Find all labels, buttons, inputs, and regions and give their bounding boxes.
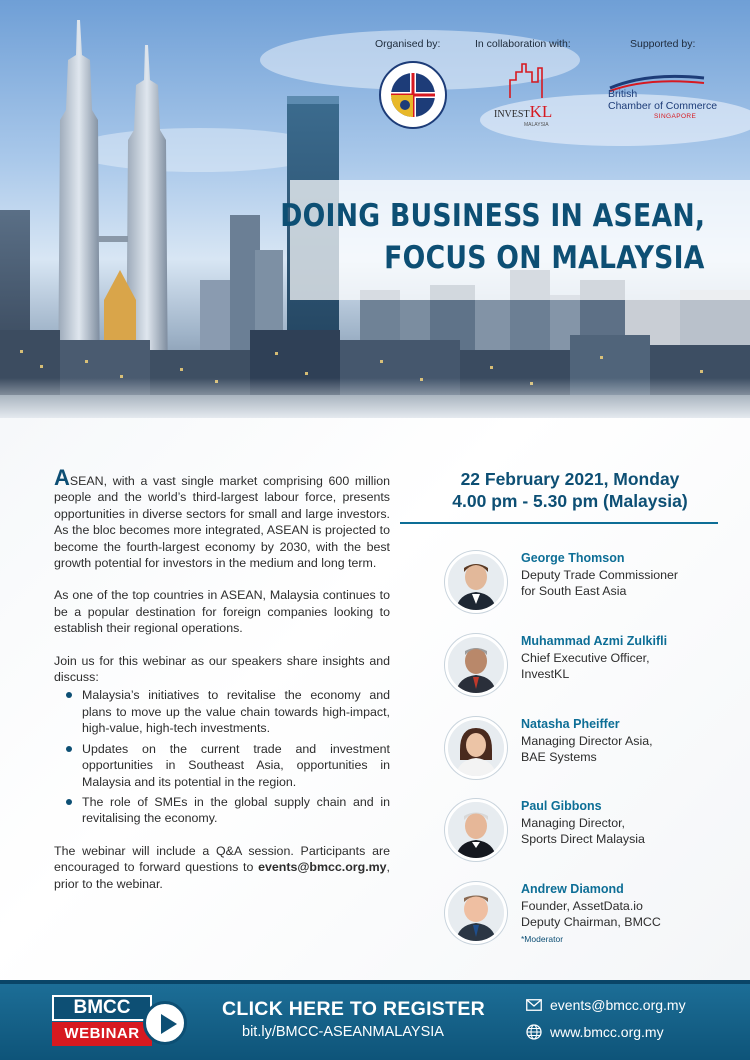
page-title-line1: DOING BUSINESS IN ASEAN, bbox=[279, 198, 705, 234]
speaker-role: Managing Director, Sports Direct Malaysia bbox=[521, 816, 645, 846]
website-link[interactable]: www.bmcc.org.my bbox=[550, 1024, 664, 1041]
play-icon[interactable] bbox=[143, 1001, 187, 1045]
webinar-badge: WEBINAR bbox=[52, 1022, 152, 1046]
investkl-logo bbox=[492, 60, 562, 130]
speaker-photo bbox=[445, 717, 507, 779]
speaker-photo bbox=[445, 882, 507, 944]
bullet-icon bbox=[66, 746, 72, 752]
register-button[interactable]: CLICK HERE TO REGISTER bbox=[222, 998, 486, 1020]
discussion-topics-list bbox=[64, 687, 390, 826]
speaker-card bbox=[445, 882, 735, 948]
list-item: The role of SMEs in the global supply chain and in revitalising the economy. bbox=[64, 794, 390, 827]
questions-email-link[interactable]: events@bmcc.org.my bbox=[258, 860, 387, 875]
speaker-name: Paul Gibbons bbox=[521, 799, 602, 813]
event-description bbox=[54, 465, 390, 908]
list-item: Updates on the current trade and investment opportunities in Southeast Asia, opportunities in Malaysia and its potential in the region. bbox=[64, 741, 390, 790]
event-time: 4.00 pm - 5.30 pm (Malaysia) bbox=[452, 491, 688, 511]
britcham-line2: Chamber of Commerce bbox=[608, 100, 718, 112]
speaker-card bbox=[445, 634, 735, 700]
divider bbox=[400, 522, 718, 524]
page-title-line2: FOCUS ON MALAYSIA bbox=[384, 240, 705, 276]
speaker-photo bbox=[445, 634, 507, 696]
organised-by-label: Organised by: bbox=[375, 38, 441, 50]
speaker-role: Founder, AssetData.io Deputy Chairman, BMCC bbox=[521, 899, 661, 929]
footer-bar bbox=[0, 980, 750, 1060]
speaker-card bbox=[445, 551, 735, 617]
supported-by-label: Supported by: bbox=[630, 38, 696, 50]
britcham-line1: British bbox=[608, 88, 638, 100]
malaysia-paragraph: As one of the top countries in ASEAN, Malaysia continues to be a popular destination for foreign companies looking to establish their regional operations. bbox=[54, 588, 390, 636]
list-item: Malaysia’s initiatives to revitalise the economy and plans to move up the value chain towards high-impact, high-value, high-tech investments. bbox=[64, 687, 390, 736]
contact-email-link[interactable]: events@bmcc.org.my bbox=[550, 997, 686, 1013]
dropcap-letter: A bbox=[54, 465, 70, 490]
mail-icon bbox=[526, 998, 542, 1014]
collaboration-label: In collaboration with: bbox=[475, 38, 571, 50]
speaker-role: Managing Director Asia, BAE Systems bbox=[521, 734, 653, 764]
bmcc-badge: BMCC bbox=[52, 995, 152, 1021]
bullet-icon bbox=[66, 692, 72, 698]
investkl-main: KL bbox=[529, 102, 553, 121]
hero-fade bbox=[0, 378, 750, 418]
intro-paragraph bbox=[54, 465, 390, 571]
investkl-prefix: INVEST bbox=[494, 109, 530, 120]
speaker-role: Deputy Trade Commissioner for South East Asia bbox=[521, 568, 679, 598]
speaker-name: Muhammad Azmi Zulkifli bbox=[521, 634, 668, 648]
event-date: 22 February 2021, Monday bbox=[460, 469, 680, 489]
main-content bbox=[0, 418, 750, 980]
contact-email-row bbox=[526, 997, 686, 1014]
speaker-card bbox=[445, 717, 735, 783]
intro-paragraph-text: SEAN, with a vast single market comprising 600 million people and the world’s third-largest labour force, presents opportunities in diverse sectors for small and large investors. As the bloc becomes more integrated, ASEAN is projected to become the fourth-largest economy by 2030, with the best growth potential for investors in the medium and long term. bbox=[54, 474, 390, 571]
contact-website-row bbox=[526, 1024, 664, 1043]
speaker-card bbox=[445, 799, 735, 865]
event-sidebar bbox=[420, 468, 720, 524]
investkl-sub: MALAYSIA bbox=[524, 122, 549, 128]
britcham-logo bbox=[608, 74, 718, 134]
speaker-name: Andrew Diamond bbox=[521, 882, 624, 896]
bullet-icon bbox=[66, 799, 72, 805]
speaker-photo bbox=[445, 551, 507, 613]
moderator-tag: *Moderator bbox=[521, 934, 564, 944]
speaker-photo bbox=[445, 799, 507, 861]
speaker-name: George Thomson bbox=[521, 551, 625, 565]
britcham-line3: SINGAPORE bbox=[654, 113, 697, 120]
join-paragraph: Join us for this webinar as our speakers share insights and discuss: bbox=[54, 653, 390, 685]
speaker-role: Chief Executive Officer, InvestKL bbox=[521, 651, 650, 681]
hero-banner bbox=[0, 0, 750, 418]
qa-paragraph: The webinar will include a Q&A session. Participants are encouraged to forward questions to events@bmcc.org.my, prior to the webinar. bbox=[54, 843, 390, 891]
title-banner bbox=[279, 180, 750, 300]
register-link[interactable]: bit.ly/BMCC-ASEANMALAYSIA bbox=[242, 1024, 444, 1040]
speaker-name: Natasha Pheiffer bbox=[521, 717, 620, 731]
globe-icon bbox=[526, 1024, 542, 1043]
